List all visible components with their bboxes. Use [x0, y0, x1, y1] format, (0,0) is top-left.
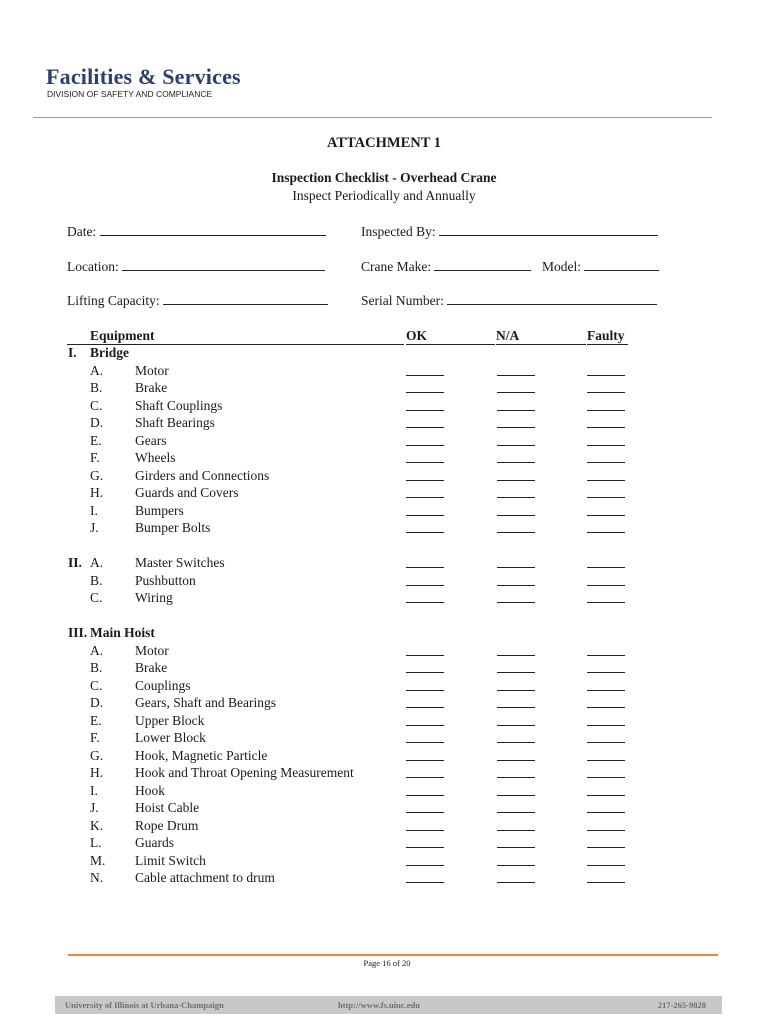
inspected-by-field[interactable]: [361, 223, 658, 240]
faulty-blank[interactable]: [587, 760, 625, 761]
na-blank[interactable]: [497, 865, 535, 866]
na-blank[interactable]: [497, 795, 535, 796]
checklist-row: [0, 853, 768, 871]
faulty-blank[interactable]: [587, 707, 625, 708]
item-label: Hook and Throat Opening Measurement: [135, 765, 354, 780]
item-letter: F.: [90, 450, 100, 465]
checklist-row: [0, 730, 768, 748]
faulty-blank[interactable]: [587, 812, 625, 813]
ok-blank[interactable]: [406, 690, 444, 691]
na-blank[interactable]: [497, 427, 535, 428]
checklist-row: [0, 660, 768, 678]
ok-blank[interactable]: [406, 882, 444, 883]
item-label: Guards: [135, 835, 174, 850]
ok-blank[interactable]: [406, 392, 444, 393]
checklist-row: [0, 678, 768, 696]
item-label: Gears: [135, 432, 167, 448]
crane-make-label: Crane Make:: [361, 259, 432, 274]
faulty-blank[interactable]: [587, 567, 625, 568]
faulty-blank[interactable]: [587, 480, 625, 481]
faulty-blank[interactable]: [587, 672, 625, 673]
ok-blank[interactable]: [406, 707, 444, 708]
faulty-blank[interactable]: [587, 690, 625, 691]
faulty-header: Faulty: [587, 328, 628, 345]
model-blank[interactable]: [584, 258, 659, 271]
item-letter: C.: [90, 677, 103, 693]
ok-blank[interactable]: [406, 795, 444, 796]
item-letter: G.: [90, 747, 104, 763]
item-letter: B.: [90, 660, 103, 675]
na-blank[interactable]: [497, 830, 535, 831]
model-label: Model:: [542, 259, 581, 274]
na-blank[interactable]: [497, 742, 535, 743]
faulty-blank[interactable]: [587, 462, 625, 463]
ok-blank[interactable]: [406, 480, 444, 481]
footer-url[interactable]: http://www.fs.uiuc.edu: [338, 1000, 420, 1010]
item-letter: D.: [90, 415, 104, 430]
crane-make-field[interactable]: [361, 258, 531, 275]
na-blank[interactable]: [497, 602, 535, 603]
faulty-blank[interactable]: [587, 427, 625, 428]
item-label: Motor: [135, 362, 169, 378]
na-blank[interactable]: [497, 690, 535, 691]
org-division: DIVISION OF SAFETY AND COMPLIANCE: [47, 89, 213, 99]
na-blank[interactable]: [497, 882, 535, 883]
checklist-row: [0, 818, 768, 836]
item-letter: K.: [90, 817, 104, 833]
faulty-blank[interactable]: [587, 725, 625, 726]
ok-blank[interactable]: [406, 410, 444, 411]
faulty-blank[interactable]: [587, 602, 625, 603]
item-letter: A.: [90, 362, 104, 378]
page-subtitle: Inspect Periodically and Annually: [292, 188, 476, 203]
date-label: Date:: [67, 224, 97, 239]
checklist-row: [0, 433, 768, 451]
ok-blank[interactable]: [406, 532, 444, 533]
item-label: Shaft Bearings: [135, 415, 215, 430]
serial-number-field[interactable]: [361, 292, 657, 309]
checklist-row: [0, 485, 768, 503]
ok-blank[interactable]: [406, 602, 444, 603]
faulty-blank[interactable]: [587, 392, 625, 393]
faulty-blank[interactable]: [587, 515, 625, 516]
inspected-by-label: Inspected By:: [361, 224, 436, 239]
faulty-blank[interactable]: [587, 497, 625, 498]
date-field[interactable]: [67, 223, 326, 240]
item-label: Wheels: [135, 450, 176, 465]
location-field[interactable]: [67, 258, 325, 275]
na-blank[interactable]: [497, 392, 535, 393]
location-blank[interactable]: [122, 258, 325, 271]
na-header: N/A: [496, 328, 586, 345]
checklist-row: [0, 713, 768, 731]
item-label: Limit Switch: [135, 852, 206, 868]
ok-blank[interactable]: [406, 445, 444, 446]
date-blank[interactable]: [100, 223, 326, 236]
item-label: Bumper Bolts: [135, 520, 211, 535]
item-label: Gears, Shaft and Bearings: [135, 695, 276, 710]
lifting-capacity-blank[interactable]: [163, 292, 328, 305]
attachment-label: ATTACHMENT 1: [327, 135, 441, 151]
ok-blank[interactable]: [406, 462, 444, 463]
item-letter: B.: [90, 572, 103, 588]
item-label: Motor: [135, 642, 169, 658]
item-letter: H.: [90, 485, 104, 500]
crane-make-blank[interactable]: [434, 258, 531, 271]
item-label: Bumpers: [135, 502, 184, 518]
section-number: I.: [68, 345, 77, 360]
checklist-row: [0, 783, 768, 801]
item-label: Guards and Covers: [135, 485, 239, 500]
item-label: Hoist Cable: [135, 800, 200, 815]
item-label: Couplings: [135, 677, 191, 693]
item-letter: I.: [90, 502, 98, 518]
lifting-capacity-label: Lifting Capacity:: [67, 293, 160, 308]
faulty-blank[interactable]: [587, 742, 625, 743]
ok-blank[interactable]: [406, 427, 444, 428]
faulty-blank[interactable]: [587, 585, 625, 586]
na-blank[interactable]: [497, 812, 535, 813]
ok-blank[interactable]: [406, 655, 444, 656]
ok-blank[interactable]: [406, 567, 444, 568]
faulty-blank[interactable]: [587, 882, 625, 883]
inspected-by-blank[interactable]: [439, 223, 658, 236]
item-label: Wiring: [135, 590, 173, 605]
na-blank[interactable]: [497, 445, 535, 446]
na-blank[interactable]: [497, 725, 535, 726]
checklist-row: [0, 748, 768, 766]
checklist-row: [0, 835, 768, 853]
footer-phone: 217-265-9828: [657, 1000, 706, 1010]
item-label: Lower Block: [135, 730, 206, 745]
model-field[interactable]: [542, 258, 659, 275]
item-letter: F.: [90, 730, 100, 745]
ok-blank[interactable]: [406, 585, 444, 586]
faulty-blank[interactable]: [587, 655, 625, 656]
footer-university: University of Illinois at Urbana-Champaign: [65, 1000, 224, 1010]
na-blank[interactable]: [497, 847, 535, 848]
item-letter: A.: [90, 555, 104, 570]
page-title: Inspection Checklist - Overhead Crane: [271, 170, 497, 185]
checklist-row: [0, 800, 768, 818]
item-letter: H.: [90, 765, 104, 780]
location-label: Location:: [67, 259, 119, 274]
item-label: Pushbutton: [135, 572, 196, 588]
faulty-blank[interactable]: [587, 375, 625, 376]
na-blank[interactable]: [497, 777, 535, 778]
ok-blank[interactable]: [406, 760, 444, 761]
item-letter: E.: [90, 432, 102, 448]
item-label: Hook, Magnetic Particle: [135, 747, 268, 763]
na-blank[interactable]: [497, 480, 535, 481]
item-label: Girders and Connections: [135, 467, 270, 483]
item-label: Cable attachment to drum: [135, 870, 275, 885]
org-logo-title: Facilities & Services: [46, 64, 241, 89]
ok-blank[interactable]: [406, 672, 444, 673]
faulty-blank[interactable]: [587, 795, 625, 796]
ok-blank[interactable]: [406, 830, 444, 831]
na-blank[interactable]: [497, 410, 535, 411]
item-letter: G.: [90, 467, 104, 483]
checklist-row: [0, 520, 768, 538]
checklist-row: [0, 765, 768, 783]
ok-header: OK: [406, 328, 495, 345]
serial-number-label: Serial Number:: [361, 293, 444, 308]
ok-blank[interactable]: [406, 865, 444, 866]
ok-blank[interactable]: [406, 497, 444, 498]
item-label: Rope Drum: [135, 817, 199, 833]
faulty-blank[interactable]: [587, 830, 625, 831]
checklist-row: [0, 555, 768, 573]
na-blank[interactable]: [497, 655, 535, 656]
item-label: Upper Block: [135, 712, 205, 728]
footer-bar: [55, 996, 722, 1014]
na-blank[interactable]: [497, 567, 535, 568]
item-letter: E.: [90, 712, 102, 728]
checklist-row: [0, 363, 768, 381]
item-label: Brake: [135, 380, 168, 395]
faulty-blank[interactable]: [587, 532, 625, 533]
na-blank[interactable]: [497, 532, 535, 533]
checklist-row: [0, 695, 768, 713]
serial-number-blank[interactable]: [447, 292, 657, 305]
na-blank[interactable]: [497, 462, 535, 463]
checklist-row: [0, 468, 768, 486]
na-blank[interactable]: [497, 375, 535, 376]
ok-blank[interactable]: [406, 742, 444, 743]
checklist-row: [0, 398, 768, 416]
faulty-blank[interactable]: [587, 847, 625, 848]
na-blank[interactable]: [497, 497, 535, 498]
na-blank[interactable]: [497, 760, 535, 761]
faulty-blank[interactable]: [587, 445, 625, 446]
item-letter: M.: [90, 852, 106, 868]
na-blank[interactable]: [497, 515, 535, 516]
ok-blank[interactable]: [406, 812, 444, 813]
ok-blank[interactable]: [406, 725, 444, 726]
section-name: Bridge: [90, 345, 129, 360]
item-letter: C.: [90, 397, 103, 413]
item-label: Shaft Couplings: [135, 397, 223, 413]
ok-blank[interactable]: [406, 777, 444, 778]
item-label: Brake: [135, 660, 168, 675]
item-letter: I.: [90, 782, 98, 798]
ok-blank[interactable]: [406, 515, 444, 516]
checklist-row: [0, 380, 768, 398]
na-blank[interactable]: [497, 672, 535, 673]
section-number: II.: [68, 555, 82, 570]
lifting-capacity-field[interactable]: [67, 292, 328, 309]
checklist-row: [0, 643, 768, 661]
ok-blank[interactable]: [406, 375, 444, 376]
checklist-row: [0, 870, 768, 888]
na-blank[interactable]: [497, 585, 535, 586]
checklist-row: [0, 450, 768, 468]
page-number: Page 16 of 20: [363, 958, 411, 968]
item-letter: J.: [90, 520, 99, 535]
equipment-header: Equipment: [67, 328, 404, 345]
checklist-row: [0, 590, 768, 608]
item-label: Master Switches: [135, 555, 225, 570]
item-letter: L.: [90, 835, 102, 850]
section-name: Main Hoist: [90, 625, 155, 640]
header-divider: [33, 117, 712, 118]
item-letter: J.: [90, 800, 99, 815]
ok-blank[interactable]: [406, 847, 444, 848]
item-letter: N.: [90, 870, 104, 885]
faulty-blank[interactable]: [587, 865, 625, 866]
item-letter: D.: [90, 695, 104, 710]
na-blank[interactable]: [497, 707, 535, 708]
faulty-blank[interactable]: [587, 777, 625, 778]
faulty-blank[interactable]: [587, 410, 625, 411]
checklist-row: [0, 503, 768, 521]
checklist-row: [0, 415, 768, 433]
checklist-row: [0, 573, 768, 591]
item-label: Hook: [135, 782, 165, 798]
footer-divider: [68, 954, 718, 956]
item-letter: A.: [90, 642, 104, 658]
item-letter: B.: [90, 380, 103, 395]
section-number: III.: [68, 625, 88, 640]
item-letter: C.: [90, 590, 103, 605]
